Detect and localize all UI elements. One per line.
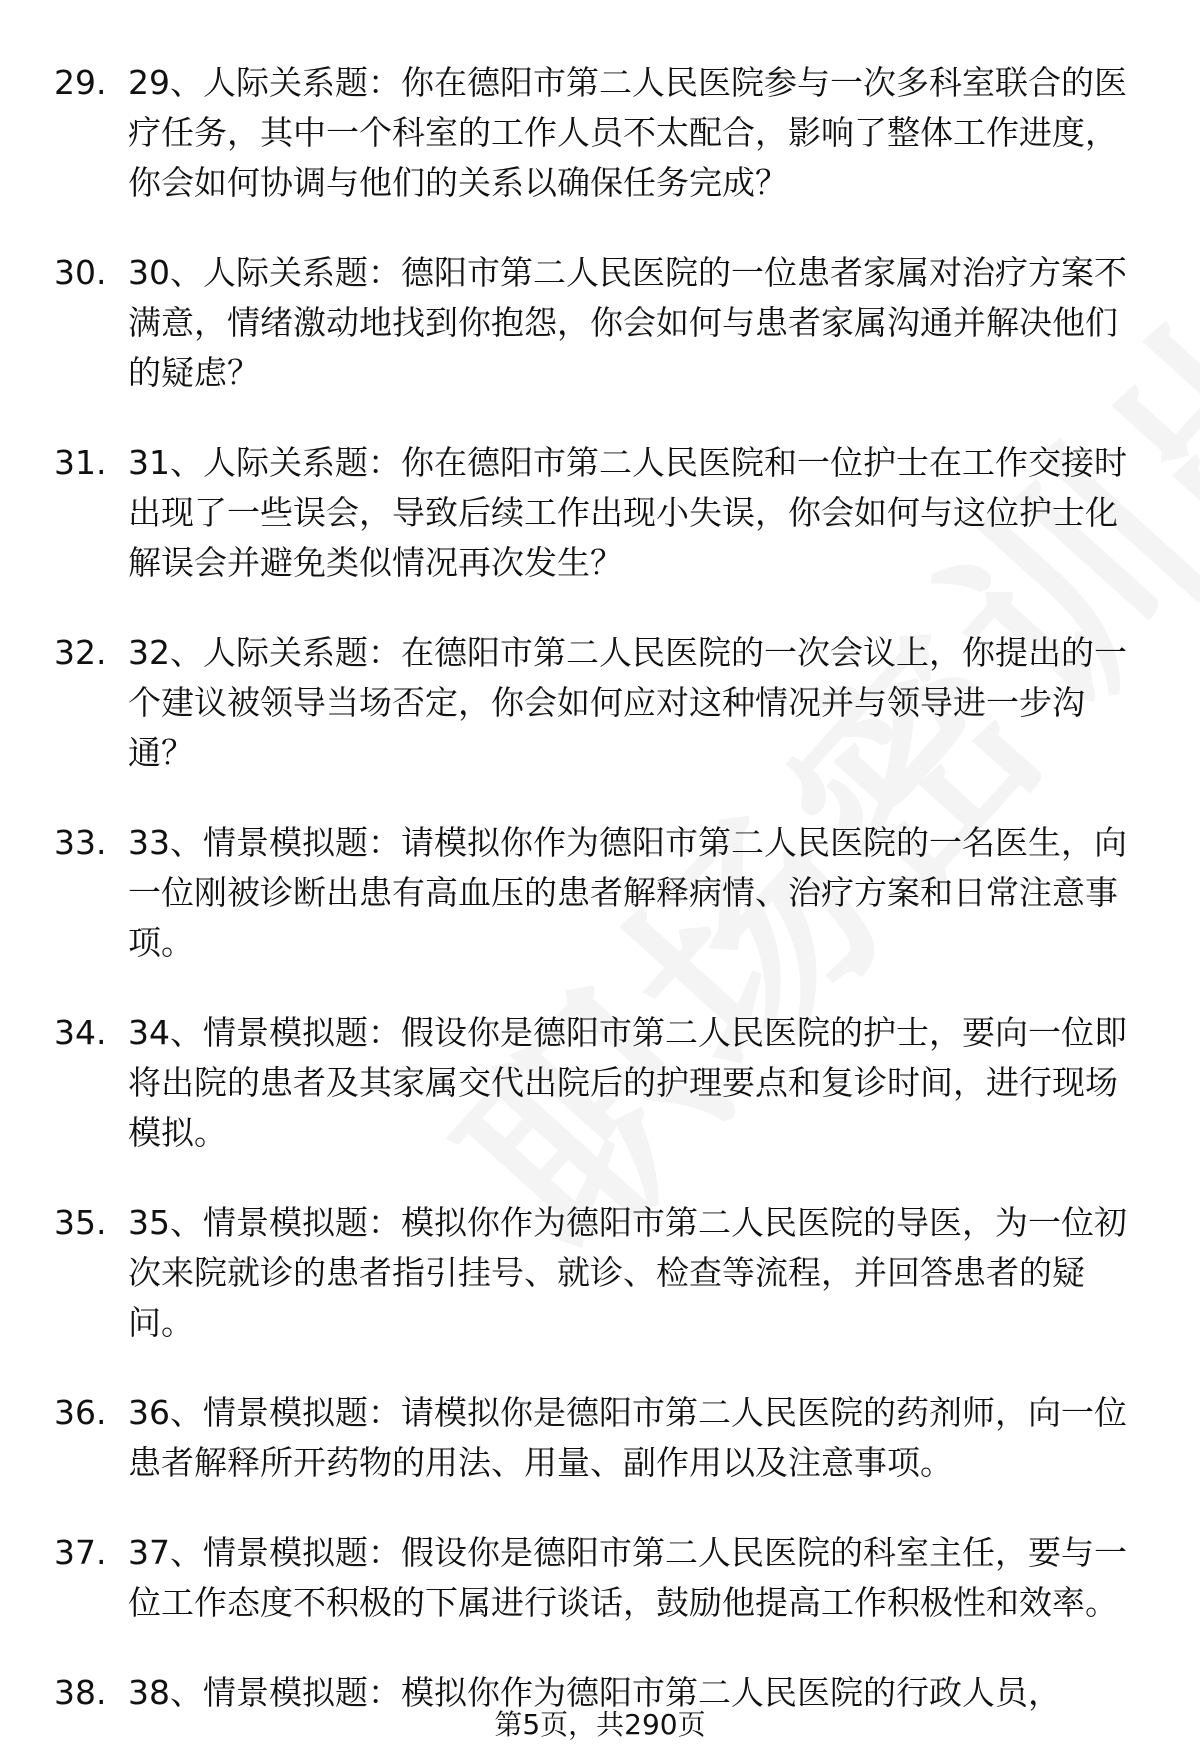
question-number: 35. (54, 1203, 107, 1242)
question-text: 32、人际关系题：在德阳市第二人民医院的一次会议上，你提出的一个建议被领导当场否定，你会如何应对这种情况并与领导进一步沟通？ (128, 633, 1127, 772)
question-text: 37、情景模拟题：假设你是德阳市第二人民医院的科室主任，要与一位工作态度不积极的下属进行谈话，鼓励他提高工作积极性和效率。 (128, 1533, 1127, 1622)
question-item (0, 1528, 1200, 1628)
question-number: 32. (54, 633, 107, 672)
question-item (0, 1388, 1200, 1488)
question-text: 34、情景模拟题：假设你是德阳市第二人民医院的护士，要向一位即将出院的患者及其家属交代出院后的护理要点和复诊时间，进行现场模拟。 (128, 1013, 1127, 1152)
question-text: 36、情景模拟题：请模拟你是德阳市第二人民医院的药剂师，向一位患者解释所开药物的用法、用量、副作用以及注意事项。 (128, 1393, 1127, 1482)
question-item (0, 438, 1200, 588)
question-number: 31. (54, 443, 107, 482)
question-item (0, 628, 1200, 778)
question-number: 38. (54, 1673, 107, 1712)
question-number: 33. (54, 823, 107, 862)
question-number: 36. (54, 1393, 107, 1432)
question-list (0, 58, 1200, 1758)
question-number: 37. (54, 1533, 107, 1572)
page-footer: 第5页，共290页 (494, 1708, 706, 1741)
question-text: 29、人际关系题：你在德阳市第二人民医院参与一次多科室联合的医疗任务，其中一个科室的工作人员不太配合，影响了整体工作进度，你会如何协调与他们的关系以确保任务完成？ (128, 63, 1127, 202)
question-item (0, 1008, 1200, 1158)
question-text: 38、情景模拟题：模拟你作为德阳市第二人民医院的行政人员， (128, 1673, 1061, 1712)
question-item (0, 1198, 1200, 1348)
question-number: 30. (54, 253, 107, 292)
question-number: 29. (54, 63, 107, 102)
question-text: 31、人际关系题：你在德阳市第二人民医院和一位护士在工作交接时出现了一些误会，导致后续工作出现小失误，你会如何与这位护士化解误会并避免类似情况再次发生？ (128, 443, 1127, 582)
question-number: 34. (54, 1013, 107, 1052)
question-text: 35、情景模拟题：模拟你作为德阳市第二人民医院的导医，为一位初次来院就诊的患者指引挂号、就诊、检查等流程，并回答患者的疑问。 (128, 1203, 1127, 1342)
question-text: 33、情景模拟题：请模拟你作为德阳市第二人民医院的一名医生，向一位刚被诊断出患有高血压的患者解释病情、治疗方案和日常注意事项。 (128, 823, 1127, 962)
question-item (0, 58, 1200, 208)
question-item (0, 818, 1200, 968)
question-item (0, 248, 1200, 398)
question-text: 30、人际关系题：德阳市第二人民医院的一位患者家属对治疗方案不满意，情绪激动地找到你抱怨，你会如何与患者家属沟通并解决他们的疑虑？ (128, 253, 1127, 392)
